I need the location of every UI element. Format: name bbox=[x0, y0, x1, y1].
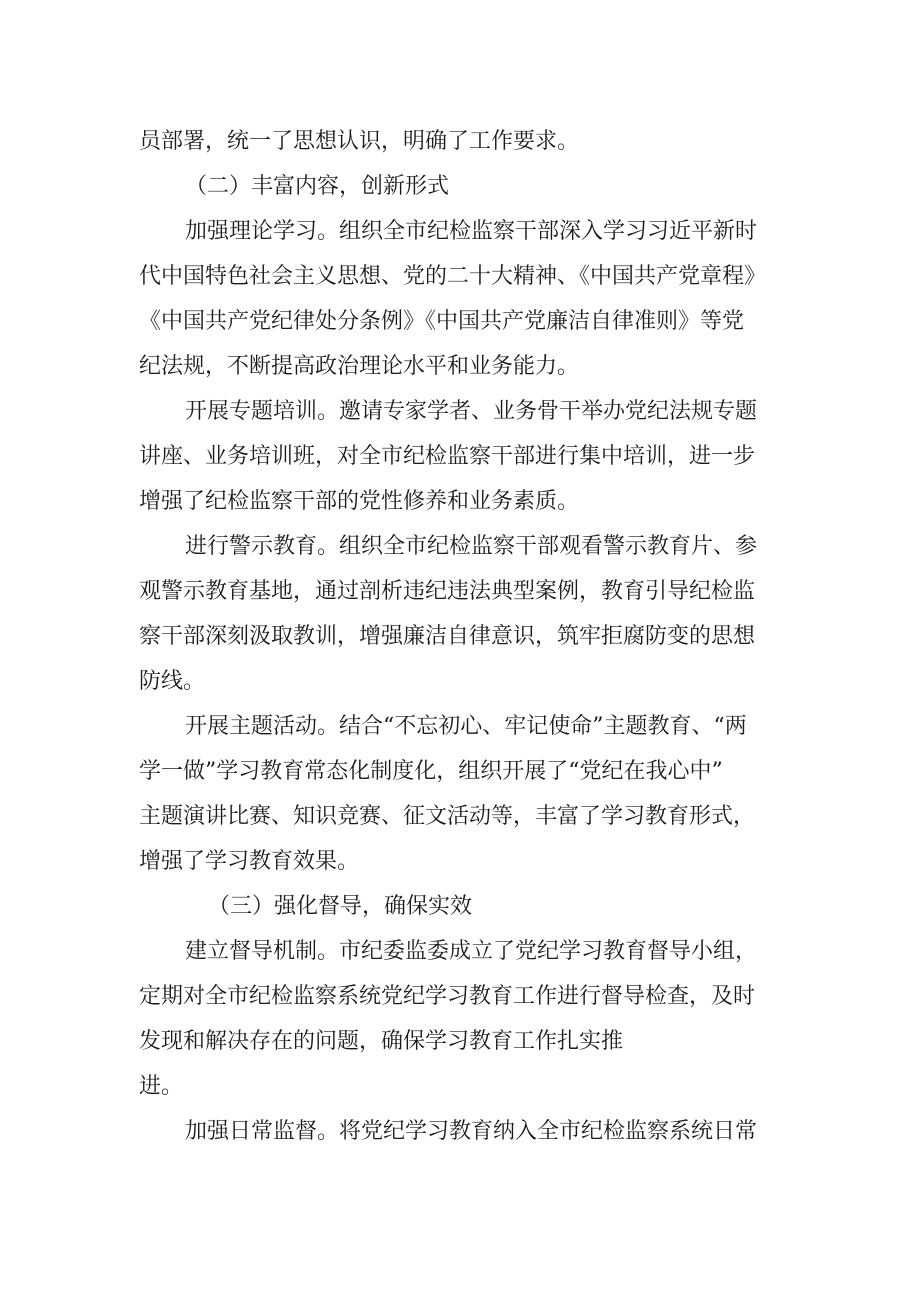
paragraph-line: 主题演讲比赛、知识竞赛、征文活动等，丰富了学习教育形式， bbox=[139, 804, 756, 829]
section-heading-3: （三）强化督导，确保实效 bbox=[208, 894, 473, 919]
paragraph-line: 建立督导机制。市纪委监委成立了党纪学习教育督导小组， bbox=[185, 939, 758, 964]
paragraph-line: 《中国共产党纪律处分条例》《中国共产党廉洁自律准则》等党 bbox=[139, 309, 745, 334]
paragraph-line: 定期对全市纪检监察系统党纪学习教育工作进行督导检查，及时 bbox=[139, 984, 756, 1009]
paragraph-line: 进行警示教育。组织全市纪检监察干部观看警示教育片、参 bbox=[185, 534, 758, 559]
section-heading-2: （二）丰富内容，创新形式 bbox=[185, 174, 450, 199]
paragraph-line: 观警示教育基地，通过剖析违纪违法典型案例，教育引导纪检监 bbox=[139, 579, 756, 604]
paragraph-line: 讲座、业务培训班，对全市纪检监察干部进行集中培训，进一步 bbox=[139, 444, 756, 469]
paragraph-line: 开展专题培训。邀请专家学者、业务骨干举办党纪法规专题 bbox=[185, 399, 758, 424]
paragraph-line: 加强日常监督。将党纪学习教育纳入全市纪检监察系统日常 bbox=[185, 1119, 758, 1144]
paragraph-line: 员部署，统一了思想认识，明确了工作要求。 bbox=[139, 129, 580, 154]
paragraph-line: 代中国特色社会主义思想、党的二十大精神、《中国共产党章程》 bbox=[139, 264, 767, 289]
paragraph-line: 察干部深刻汲取教训，增强廉洁自律意识，筑牢拒腐防变的思想 bbox=[139, 624, 756, 649]
paragraph-line: 防线。 bbox=[139, 669, 206, 694]
paragraph-line: 进。 bbox=[139, 1074, 184, 1099]
paragraph-line: 开展主题活动。结合“不忘初心、牢记使命”主题教育、“两 bbox=[185, 714, 747, 739]
paragraph-line: 发现和解决存在的问题，确保学习教育工作扎实推 bbox=[139, 1029, 624, 1054]
paragraph-line: 纪法规，不断提高政治理论水平和业务能力。 bbox=[139, 354, 580, 379]
paragraph-line: 加强理论学习。组织全市纪检监察干部深入学习习近平新时 bbox=[185, 219, 758, 244]
paragraph-line: 学一做”学习教育常态化制度化，组织开展了“党纪在我心中” bbox=[139, 759, 723, 784]
paragraph-line: 增强了学习教育效果。 bbox=[139, 849, 360, 874]
paragraph-line: 增强了纪检监察干部的党性修养和业务素质。 bbox=[139, 489, 580, 514]
